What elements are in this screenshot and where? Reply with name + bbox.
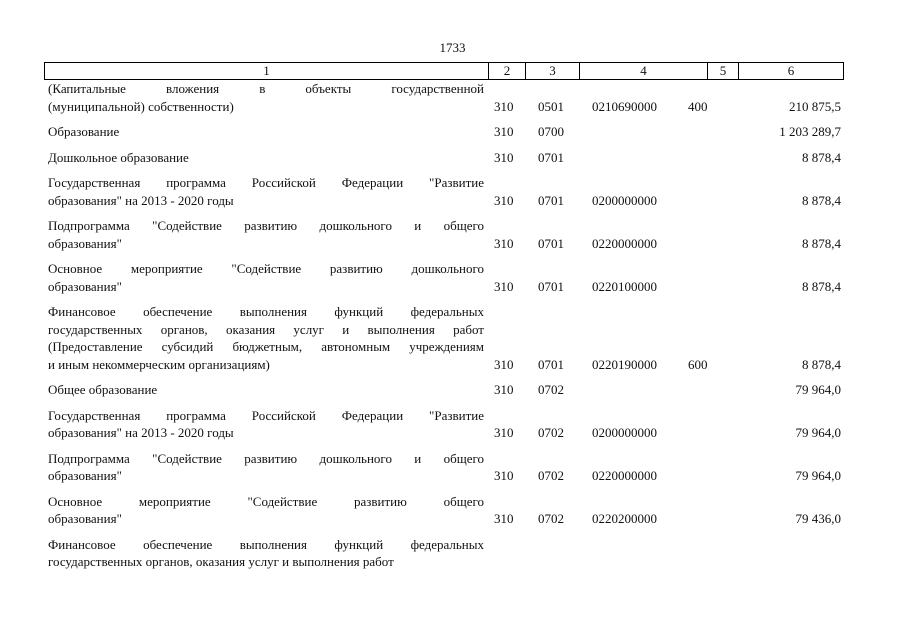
row-description (48, 303, 484, 373)
header-col-5: 5 (708, 63, 739, 79)
col-6-value: 8 878,4 (802, 192, 841, 208)
row-description (48, 174, 484, 209)
row-description (48, 450, 484, 485)
table-header (44, 62, 844, 80)
col-2-value: 310 (494, 278, 514, 294)
col-6-value: 79 964,0 (795, 425, 841, 440)
col-6-value: 8 878,4 (802, 149, 841, 165)
table-row (0, 303, 905, 373)
description-line: образования" (48, 278, 122, 294)
description-line: Образование (48, 124, 120, 139)
header-col-6: 6 (787, 63, 795, 78)
col-6-value: 79 964,0 (795, 468, 841, 483)
col-5-value: 600 (688, 356, 708, 372)
page-number: 1733 (439, 40, 466, 55)
col-2-value: 310 (494, 98, 514, 114)
table-row (0, 149, 905, 167)
col-2-value: 310 (494, 425, 514, 440)
col-2-value: 310 (494, 356, 514, 372)
row-description (48, 123, 484, 141)
description-line: государственных органов, оказания услуг и выполнения работ (48, 554, 394, 569)
row-description (48, 381, 484, 399)
col-2-value: 310 (494, 124, 514, 139)
table-row (0, 123, 905, 141)
col-5-value: 400 (688, 98, 708, 114)
description-line: Государственная программа Российской Федерации "Развитие (48, 175, 484, 190)
col-3-value: 0701 (538, 356, 564, 372)
col-4-value: 0220200000 (592, 511, 657, 526)
col-4-value: 0200000000 (592, 192, 657, 208)
col-6-value: 1 203 289,7 (779, 124, 841, 139)
table-body (0, 80, 905, 579)
col-3-value: 0702 (538, 468, 564, 483)
description-line: Финансовое обеспечение выполнения функций федеральных (48, 304, 484, 319)
col-2-value: 310 (494, 382, 514, 397)
table-row (0, 450, 905, 485)
col-4-value: 0220000000 (592, 235, 657, 251)
col-4-value: 0200000000 (592, 425, 657, 440)
col-2-value: 310 (494, 192, 514, 208)
col-4-value: 0210690000 (592, 98, 657, 114)
header-col-1: 1 (45, 63, 489, 79)
col-3-value: 0702 (538, 382, 564, 397)
description-line: и иным некоммерческим организациям) (48, 356, 270, 372)
col-4-value: 0220190000 (592, 356, 657, 372)
header-col-4: 4 (580, 63, 708, 79)
description-line: Государственная программа Российской Федерации "Развитие (48, 407, 484, 423)
table-row (0, 381, 905, 399)
header-col-2: 2 (489, 63, 526, 79)
col-3-value: 0701 (538, 278, 564, 294)
description-line: Основное мероприятие "Содействие развитию общего (48, 493, 484, 509)
col-2-value: 310 (494, 149, 514, 165)
table-row (0, 407, 905, 442)
col-6-value: 8 878,4 (802, 278, 841, 294)
description-line: образования" (48, 235, 122, 251)
row-description (48, 217, 484, 252)
row-description (48, 260, 484, 295)
header-col-3: 3 (526, 63, 580, 79)
col-3-value: 0501 (538, 98, 564, 114)
col-2-value: 310 (494, 511, 514, 526)
row-description (48, 149, 484, 167)
description-line: Дошкольное образование (48, 149, 189, 165)
table-row (0, 260, 905, 295)
col-3-value: 0702 (538, 425, 564, 440)
col-2-value: 310 (494, 468, 514, 483)
description-line: Основное мероприятие "Содействие развитию дошкольного (48, 261, 484, 276)
col-4-value: 0220000000 (592, 468, 657, 483)
col-3-value: 0702 (538, 511, 564, 526)
description-line: (муниципальной) собственности) (48, 98, 234, 114)
table-row (0, 493, 905, 528)
description-line: Подпрограмма "Содействие развитию дошкольного и общего (48, 218, 484, 233)
description-line: Подпрограмма "Содействие развитию дошкольного и общего (48, 450, 484, 466)
table-row (0, 80, 905, 115)
col-3-value: 0700 (538, 124, 564, 139)
col-6-value: 8 878,4 (802, 356, 841, 372)
col-6-value: 79 964,0 (795, 382, 841, 397)
col-6-value: 210 875,5 (789, 98, 841, 114)
col-3-value: 0701 (538, 192, 564, 208)
description-line: образования" на 2013 - 2020 годы (48, 425, 234, 440)
col-6-value: 8 878,4 (802, 235, 841, 251)
col-3-value: 0701 (538, 149, 564, 165)
col-3-value: 0701 (538, 235, 564, 251)
row-description (48, 493, 484, 528)
description-line: Общее образование (48, 382, 158, 397)
row-description (48, 536, 484, 571)
description-line: Финансовое обеспечение выполнения функций федеральных (48, 536, 484, 552)
description-line: государственных органов, оказания услуг и выполнения работ (48, 321, 484, 337)
description-line: (Предоставление субсидий бюджетным, автономным учреждениям (48, 339, 484, 354)
row-description (48, 80, 484, 115)
col-6-value: 79 436,0 (795, 511, 841, 526)
table-row (0, 174, 905, 209)
description-line: образования" (48, 511, 122, 526)
table-row (0, 536, 905, 571)
row-description (48, 407, 484, 442)
description-line: образования" (48, 468, 122, 483)
description-line: (Капитальные вложения в объекты государственной (48, 81, 484, 96)
col-4-value: 0220100000 (592, 278, 657, 294)
col-2-value: 310 (494, 235, 514, 251)
description-line: образования" на 2013 - 2020 годы (48, 192, 234, 208)
table-row (0, 217, 905, 252)
